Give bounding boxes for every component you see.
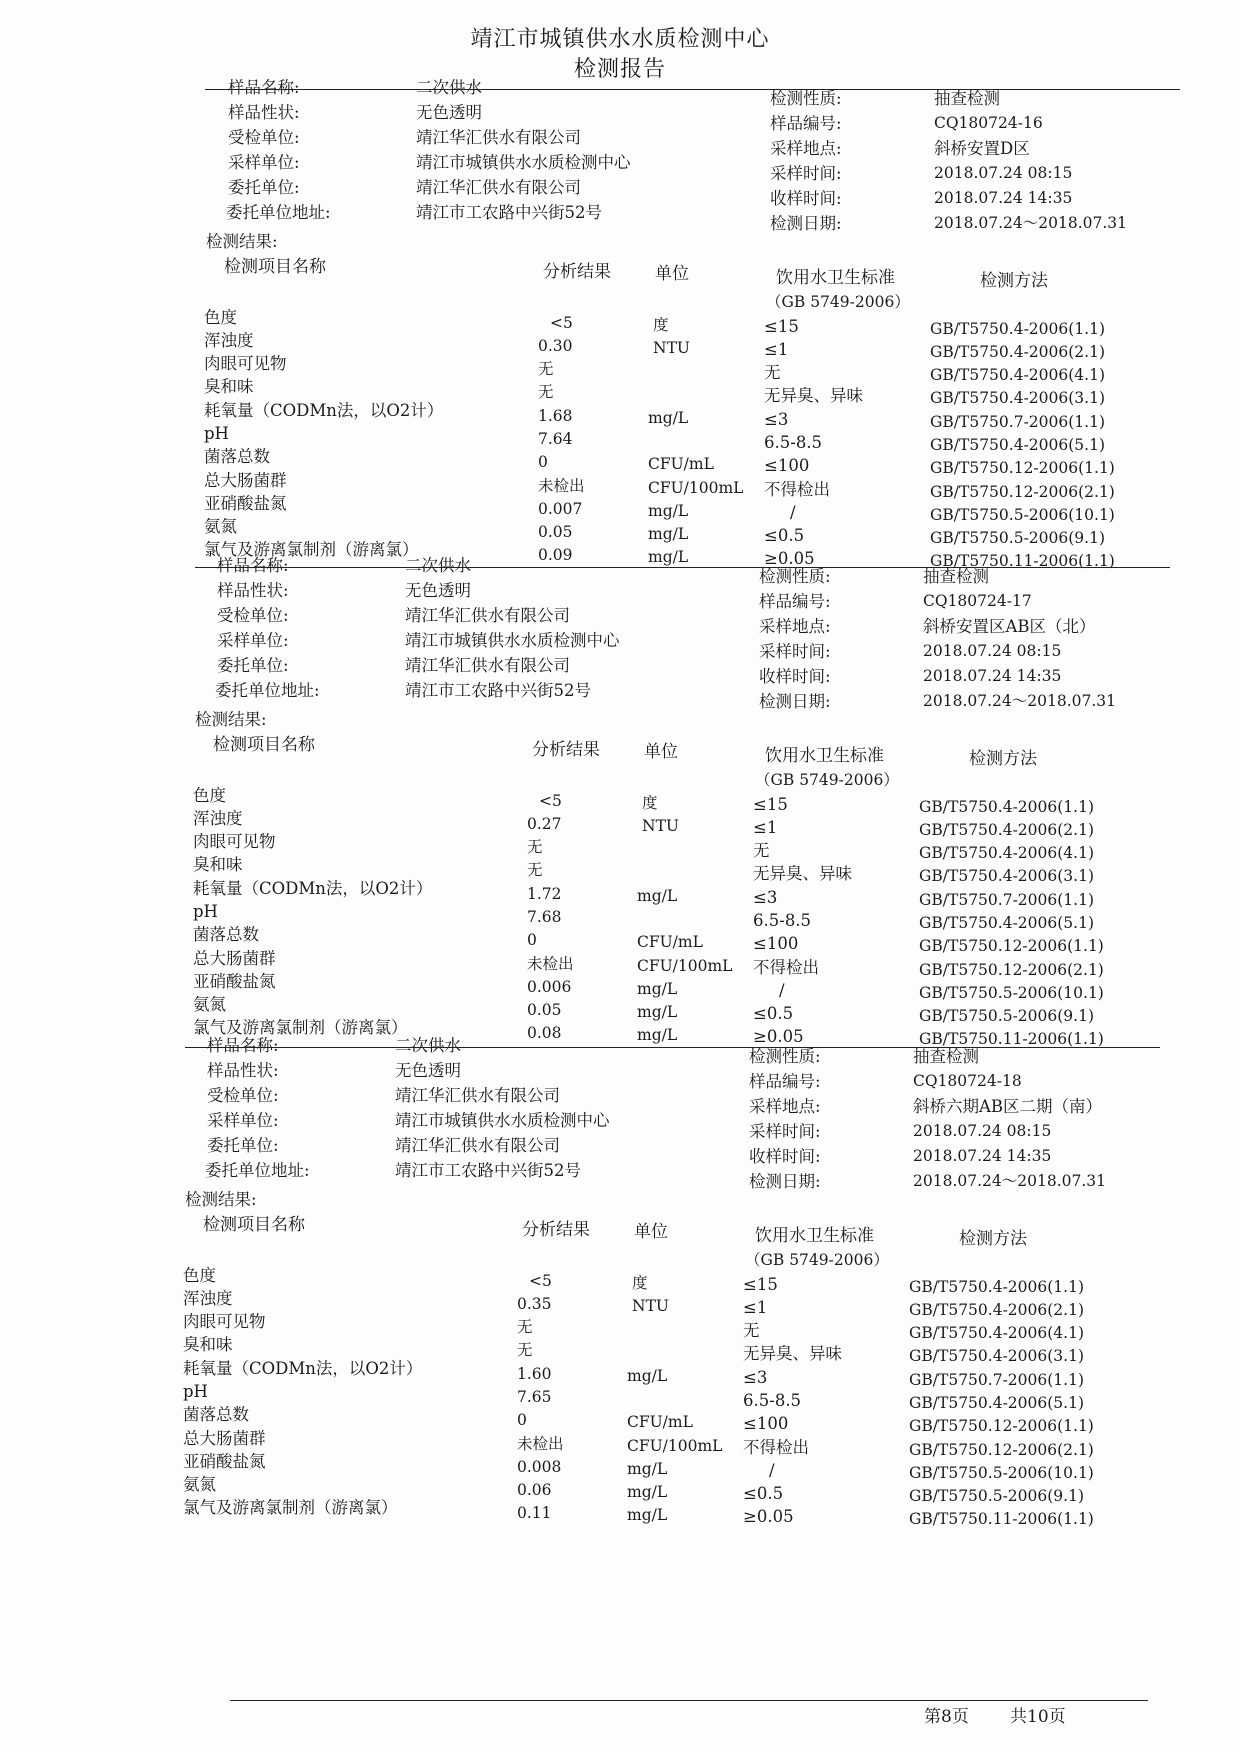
label-test-nature: 检测性质:: [770, 89, 842, 108]
standard-value: ≤15: [764, 317, 799, 336]
method-value: GB/T5750.4-2006(2.1): [909, 1301, 1084, 1319]
value-test-date: 2018.07.24～2018.07.31: [934, 214, 1127, 232]
result-value: 无: [517, 1318, 533, 1336]
unit-value: mg/L: [648, 525, 689, 543]
result-value: 0.05: [527, 1001, 562, 1019]
unit-value: mg/L: [648, 409, 689, 427]
standard-value: 无异臭、异味: [764, 386, 863, 405]
method-value: GB/T5750.5-2006(10.1): [930, 506, 1115, 524]
standard-value: 6.5-8.5: [743, 1391, 802, 1410]
result-value: <5: [550, 314, 573, 332]
unit-value: 度: [632, 1274, 648, 1292]
label-client-unit: 委托单位:: [207, 1136, 279, 1155]
method-value: GB/T5750.5-2006(10.1): [919, 984, 1104, 1002]
header-result: 分析结果: [522, 1220, 590, 1240]
unit-value: mg/L: [627, 1460, 668, 1478]
result-value: <5: [539, 792, 562, 810]
result-value: 0: [517, 1411, 527, 1429]
result-value: 0.008: [517, 1458, 562, 1476]
result-value: 无: [538, 383, 554, 401]
value-sampling-time: 2018.07.24 08:15: [934, 164, 1073, 182]
result-value: 无: [527, 861, 543, 879]
label-client-address: 委托单位地址:: [226, 203, 331, 222]
method-value: GB/T5750.5-2006(9.1): [909, 1487, 1084, 1505]
value-sampling-site: 斜桥安置区AB区（北）: [923, 617, 1096, 636]
item-name: 浑浊度: [183, 1289, 233, 1308]
result-value: 7.65: [517, 1388, 552, 1406]
result-value: 0.007: [538, 500, 583, 518]
method-value: GB/T5750.12-2006(2.1): [930, 483, 1115, 501]
result-value: 0.08: [527, 1024, 562, 1042]
label-sample-state: 样品性状:: [207, 1061, 279, 1080]
sample-section: [0, 478, 1229, 1048]
label-client-address: 委托单位地址:: [205, 1161, 310, 1180]
item-name: 总大肠菌群: [193, 949, 276, 968]
value-sampling-unit: 靖江市城镇供水水质检测中心: [405, 631, 620, 650]
unit-value: mg/L: [648, 548, 689, 566]
label-results: 检测结果:: [206, 232, 278, 251]
result-value: 0.27: [527, 815, 562, 833]
method-value: GB/T5750.4-2006(2.1): [930, 343, 1105, 361]
label-inspected-unit: 受检单位:: [207, 1086, 279, 1105]
header-method: 检测方法: [959, 1229, 1027, 1249]
value-receiving-time: 2018.07.24 14:35: [934, 189, 1073, 207]
item-name: 色度: [193, 786, 226, 805]
item-name: 菌落总数: [183, 1405, 249, 1424]
value-sampling-time: 2018.07.24 08:15: [913, 1122, 1052, 1140]
method-value: GB/T5750.11-2006(1.1): [919, 1030, 1104, 1048]
header-item: 检测项目名称: [213, 735, 315, 755]
unit-value: NTU: [642, 817, 679, 835]
unit-value: NTU: [632, 1297, 669, 1315]
standard-value: ≤15: [743, 1275, 778, 1294]
label-client-unit: 委托单位:: [228, 178, 300, 197]
label-sample-state: 样品性状:: [228, 103, 300, 122]
standard-value: /: [779, 981, 785, 1000]
value-sample-no: CQ180724-18: [913, 1072, 1022, 1090]
item-name: 色度: [204, 308, 237, 327]
value-receiving-time: 2018.07.24 14:35: [913, 1147, 1052, 1165]
value-sample-state: 无色透明: [395, 1061, 461, 1080]
method-value: GB/T5750.11-2006(1.1): [930, 552, 1115, 570]
unit-value: mg/L: [627, 1367, 668, 1385]
unit-value: CFU/100mL: [627, 1437, 723, 1455]
item-name: 氨氮: [183, 1475, 216, 1494]
method-value: GB/T5750.4-2006(1.1): [919, 798, 1094, 816]
item-name: 氨氮: [204, 517, 237, 536]
label-sampling-time: 采样时间:: [749, 1122, 821, 1141]
standard-value: 无: [764, 363, 781, 382]
report-org-title: 靖江市城镇供水水质检测中心: [470, 27, 770, 52]
method-value: GB/T5750.4-2006(5.1): [919, 914, 1094, 932]
sample-section: [0, 955, 1219, 1528]
item-name: 臭和味: [204, 377, 254, 396]
result-value: 无: [527, 838, 543, 856]
item-name: 浑浊度: [204, 331, 254, 350]
method-value: GB/T5750.4-2006(1.1): [930, 320, 1105, 338]
standard-value: /: [790, 503, 796, 522]
result-value: 1.72: [527, 885, 562, 903]
header-result: 分析结果: [532, 740, 600, 760]
value-sampling-time: 2018.07.24 08:15: [923, 642, 1062, 660]
result-value: 0.30: [538, 337, 573, 355]
item-name: 菌落总数: [204, 447, 270, 466]
item-name: 亚硝酸盐氮: [204, 494, 287, 513]
standard-value: ≤1: [764, 340, 789, 359]
item-name: 菌落总数: [193, 925, 259, 944]
standard-value: 不得检出: [764, 480, 830, 499]
unit-value: mg/L: [627, 1506, 668, 1524]
value-client-address: 靖江市工农路中兴街52号: [395, 1161, 581, 1180]
label-receiving-time: 收样时间:: [749, 1147, 821, 1166]
label-sample-name: 样品名称:: [217, 556, 289, 575]
item-name: 氨氮: [193, 995, 226, 1014]
method-value: GB/T5750.4-2006(3.1): [930, 389, 1105, 407]
method-value: GB/T5750.4-2006(2.1): [919, 821, 1094, 839]
result-value: 0.09: [538, 546, 573, 564]
item-name: 色度: [183, 1266, 216, 1285]
label-results: 检测结果:: [185, 1190, 257, 1209]
label-sample-no: 样品编号:: [759, 592, 831, 611]
value-client-unit: 靖江华汇供水有限公司: [405, 656, 570, 675]
unit-value: mg/L: [627, 1483, 668, 1501]
standard-value: ≤15: [753, 795, 788, 814]
label-receiving-time: 收样时间:: [770, 189, 842, 208]
value-client-unit: 靖江华汇供水有限公司: [416, 178, 581, 197]
value-test-nature: 抽查检测: [934, 89, 1000, 108]
method-value: GB/T5750.5-2006(9.1): [919, 1007, 1094, 1025]
standard-value: ≥0.05: [753, 1027, 804, 1046]
label-inspected-unit: 受检单位:: [228, 128, 300, 147]
value-sampling-site: 斜桥安置D区: [934, 139, 1030, 158]
label-sampling-site: 采样地点:: [770, 139, 842, 158]
value-inspected-unit: 靖江华汇供水有限公司: [395, 1086, 560, 1105]
item-name: pH: [183, 1382, 208, 1401]
method-value: GB/T5750.12-2006(1.1): [909, 1417, 1094, 1435]
header-result: 分析结果: [543, 262, 611, 282]
label-sampling-time: 采样时间:: [759, 642, 831, 661]
label-client-unit: 委托单位:: [217, 656, 289, 675]
item-name: pH: [193, 902, 218, 921]
label-test-date: 检测日期:: [759, 692, 831, 711]
method-value: GB/T5750.5-2006(9.1): [930, 529, 1105, 547]
header-unit: 单位: [644, 742, 678, 762]
section-rule: [205, 89, 1180, 90]
method-value: GB/T5750.12-2006(2.1): [909, 1441, 1094, 1459]
value-client-address: 靖江市工农路中兴街52号: [416, 203, 602, 222]
method-value: GB/T5750.4-2006(3.1): [909, 1347, 1084, 1365]
value-inspected-unit: 靖江华汇供水有限公司: [405, 606, 570, 625]
method-value: GB/T5750.4-2006(5.1): [930, 436, 1105, 454]
standard-value: ≤100: [764, 456, 810, 475]
section-rule: [185, 1047, 1160, 1048]
result-value: <5: [529, 1272, 552, 1290]
result-value: 1.68: [538, 407, 573, 425]
result-value: 0: [538, 453, 548, 471]
unit-value: CFU/mL: [637, 933, 703, 951]
result-value: 未检出: [517, 1435, 564, 1453]
label-test-date: 检测日期:: [770, 214, 842, 233]
result-value: 0: [527, 931, 537, 949]
unit-value: mg/L: [637, 1026, 678, 1044]
item-name: 浑浊度: [193, 809, 243, 828]
value-sampling-site: 斜桥六期AB区二期（南）: [913, 1097, 1103, 1116]
standard-value: ≤3: [743, 1368, 768, 1387]
value-client-address: 靖江市工农路中兴街52号: [405, 681, 591, 700]
item-name: 臭和味: [183, 1335, 233, 1354]
item-name: 耗氧量（CODMn法，以O2计）: [193, 879, 433, 898]
method-value: GB/T5750.4-2006(4.1): [919, 844, 1094, 862]
sample-section: [0, 0, 1240, 570]
label-sample-name: 样品名称:: [207, 1036, 279, 1055]
method-value: GB/T5750.5-2006(10.1): [909, 1464, 1094, 1482]
standard-value: ≤100: [753, 934, 799, 953]
unit-value: 度: [653, 316, 669, 334]
value-test-nature: 抽查检测: [913, 1047, 979, 1066]
label-receiving-time: 收样时间:: [759, 667, 831, 686]
item-name: 耗氧量（CODMn法，以O2计）: [183, 1359, 423, 1378]
value-sample-state: 无色透明: [405, 581, 471, 600]
method-value: GB/T5750.4-2006(1.1): [909, 1278, 1084, 1296]
value-sample-state: 无色透明: [416, 103, 482, 122]
unit-value: 度: [642, 794, 658, 812]
label-sampling-time: 采样时间:: [770, 164, 842, 183]
method-value: GB/T5750.4-2006(3.1): [919, 867, 1094, 885]
result-value: 7.64: [538, 430, 573, 448]
result-value: 未检出: [538, 477, 585, 495]
unit-value: NTU: [653, 339, 690, 357]
value-sample-name: 二次供水: [416, 78, 482, 97]
unit-value: CFU/mL: [648, 455, 714, 473]
item-name: 氯气及游离氯制剂（游离氯）: [204, 540, 419, 559]
value-inspected-unit: 靖江华汇供水有限公司: [416, 128, 581, 147]
unit-value: mg/L: [637, 1003, 678, 1021]
value-sample-no: CQ180724-16: [934, 114, 1043, 132]
standard-value: /: [769, 1461, 775, 1480]
label-sampling-unit: 采样单位:: [217, 631, 289, 650]
unit-value: CFU/100mL: [648, 479, 744, 497]
result-value: 0.11: [517, 1504, 552, 1522]
label-sample-state: 样品性状:: [217, 581, 289, 600]
item-name: 肉眼可见物: [183, 1312, 266, 1331]
result-value: 7.68: [527, 908, 562, 926]
header-standard: 饮用水卫生标准: [776, 268, 895, 288]
label-sample-no: 样品编号:: [770, 114, 842, 133]
standard-value: 6.5-8.5: [764, 433, 823, 452]
item-name: 氯气及游离氯制剂（游离氯）: [193, 1018, 408, 1037]
label-sample-name: 样品名称:: [228, 78, 300, 97]
header-standard-code: （GB 5749-2006）: [766, 293, 910, 311]
method-value: GB/T5750.7-2006(1.1): [919, 891, 1094, 909]
standard-value: ≥0.05: [743, 1507, 794, 1526]
standard-value: ≤3: [753, 888, 778, 907]
standard-value: ≥0.05: [764, 549, 815, 568]
page-total: 共10页: [1010, 1707, 1066, 1727]
standard-value: ≤100: [743, 1414, 789, 1433]
value-test-date: 2018.07.24～2018.07.31: [923, 692, 1116, 710]
label-sample-no: 样品编号:: [749, 1072, 821, 1091]
header-standard-code: （GB 5749-2006）: [755, 771, 899, 789]
method-value: GB/T5750.12-2006(1.1): [930, 459, 1115, 477]
standard-value: 无: [743, 1321, 760, 1340]
result-value: 1.60: [517, 1365, 552, 1383]
result-value: 未检出: [527, 955, 574, 973]
label-test-nature: 检测性质:: [759, 567, 831, 586]
item-name: 氯气及游离氯制剂（游离氯）: [183, 1498, 398, 1517]
item-name: 总大肠菌群: [183, 1429, 266, 1448]
header-standard-code: （GB 5749-2006）: [745, 1251, 889, 1269]
method-value: GB/T5750.4-2006(4.1): [930, 366, 1105, 384]
method-value: GB/T5750.4-2006(5.1): [909, 1394, 1084, 1412]
result-value: 无: [538, 360, 554, 378]
label-sampling-unit: 采样单位:: [207, 1111, 279, 1130]
label-client-address: 委托单位地址:: [215, 681, 320, 700]
unit-value: CFU/mL: [627, 1413, 693, 1431]
header-method: 检测方法: [980, 271, 1048, 291]
standard-value: ≤0.5: [764, 526, 805, 545]
standard-value: 不得检出: [753, 958, 819, 977]
value-sample-name: 二次供水: [405, 556, 471, 575]
item-name: 亚硝酸盐氮: [183, 1452, 266, 1471]
standard-value: 无: [753, 841, 770, 860]
unit-value: CFU/100mL: [637, 957, 733, 975]
result-value: 无: [517, 1341, 533, 1359]
label-sampling-unit: 采样单位:: [228, 153, 300, 172]
item-name: 肉眼可见物: [193, 832, 276, 851]
method-value: GB/T5750.12-2006(2.1): [919, 961, 1104, 979]
standard-value: ≤1: [753, 818, 778, 837]
method-value: GB/T5750.4-2006(4.1): [909, 1324, 1084, 1342]
page-number: 第8页: [924, 1707, 969, 1727]
item-name: 肉眼可见物: [204, 354, 287, 373]
method-value: GB/T5750.12-2006(1.1): [919, 937, 1104, 955]
header-standard: 饮用水卫生标准: [755, 1226, 874, 1246]
result-value: 0.006: [527, 978, 572, 996]
result-value: 0.06: [517, 1481, 552, 1499]
standard-value: 无异臭、异味: [743, 1344, 842, 1363]
unit-value: mg/L: [637, 887, 678, 905]
header-unit: 单位: [634, 1222, 668, 1242]
header-unit: 单位: [655, 264, 689, 284]
label-sampling-site: 采样地点:: [759, 617, 831, 636]
standard-value: ≤0.5: [743, 1484, 784, 1503]
label-results: 检测结果:: [195, 710, 267, 729]
unit-value: mg/L: [648, 502, 689, 520]
standard-value: 6.5-8.5: [753, 911, 812, 930]
standard-value: 无异臭、异味: [753, 864, 852, 883]
value-sampling-unit: 靖江市城镇供水水质检测中心: [395, 1111, 610, 1130]
item-name: 总大肠菌群: [204, 471, 287, 490]
footer-rule: [230, 1700, 1148, 1701]
section-rule: [195, 567, 1170, 568]
standard-value: ≤3: [764, 410, 789, 429]
value-sampling-unit: 靖江市城镇供水水质检测中心: [416, 153, 631, 172]
result-value: 0.05: [538, 523, 573, 541]
label-inspected-unit: 受检单位:: [217, 606, 289, 625]
method-value: GB/T5750.7-2006(1.1): [909, 1371, 1084, 1389]
label-test-nature: 检测性质:: [749, 1047, 821, 1066]
unit-value: mg/L: [637, 980, 678, 998]
header-item: 检测项目名称: [203, 1215, 305, 1235]
value-sample-name: 二次供水: [395, 1036, 461, 1055]
value-client-unit: 靖江华汇供水有限公司: [395, 1136, 560, 1155]
value-sample-no: CQ180724-17: [923, 592, 1032, 610]
standard-value: 不得检出: [743, 1438, 809, 1457]
result-value: 0.35: [517, 1295, 552, 1313]
item-name: 臭和味: [193, 855, 243, 874]
method-value: GB/T5750.11-2006(1.1): [909, 1510, 1094, 1528]
item-name: 耗氧量（CODMn法，以O2计）: [204, 401, 444, 420]
standard-value: ≤1: [743, 1298, 768, 1317]
header-standard: 饮用水卫生标准: [765, 746, 884, 766]
value-test-nature: 抽查检测: [923, 567, 989, 586]
header-item: 检测项目名称: [224, 257, 326, 277]
item-name: 亚硝酸盐氮: [193, 972, 276, 991]
report-title: 检测报告: [573, 57, 666, 82]
label-test-date: 检测日期:: [749, 1172, 821, 1191]
label-sampling-site: 采样地点:: [749, 1097, 821, 1116]
header-method: 检测方法: [969, 749, 1037, 769]
item-name: pH: [204, 424, 229, 443]
standard-value: ≤0.5: [753, 1004, 794, 1023]
value-test-date: 2018.07.24～2018.07.31: [913, 1172, 1106, 1190]
method-value: GB/T5750.7-2006(1.1): [930, 413, 1105, 431]
value-receiving-time: 2018.07.24 14:35: [923, 667, 1062, 685]
